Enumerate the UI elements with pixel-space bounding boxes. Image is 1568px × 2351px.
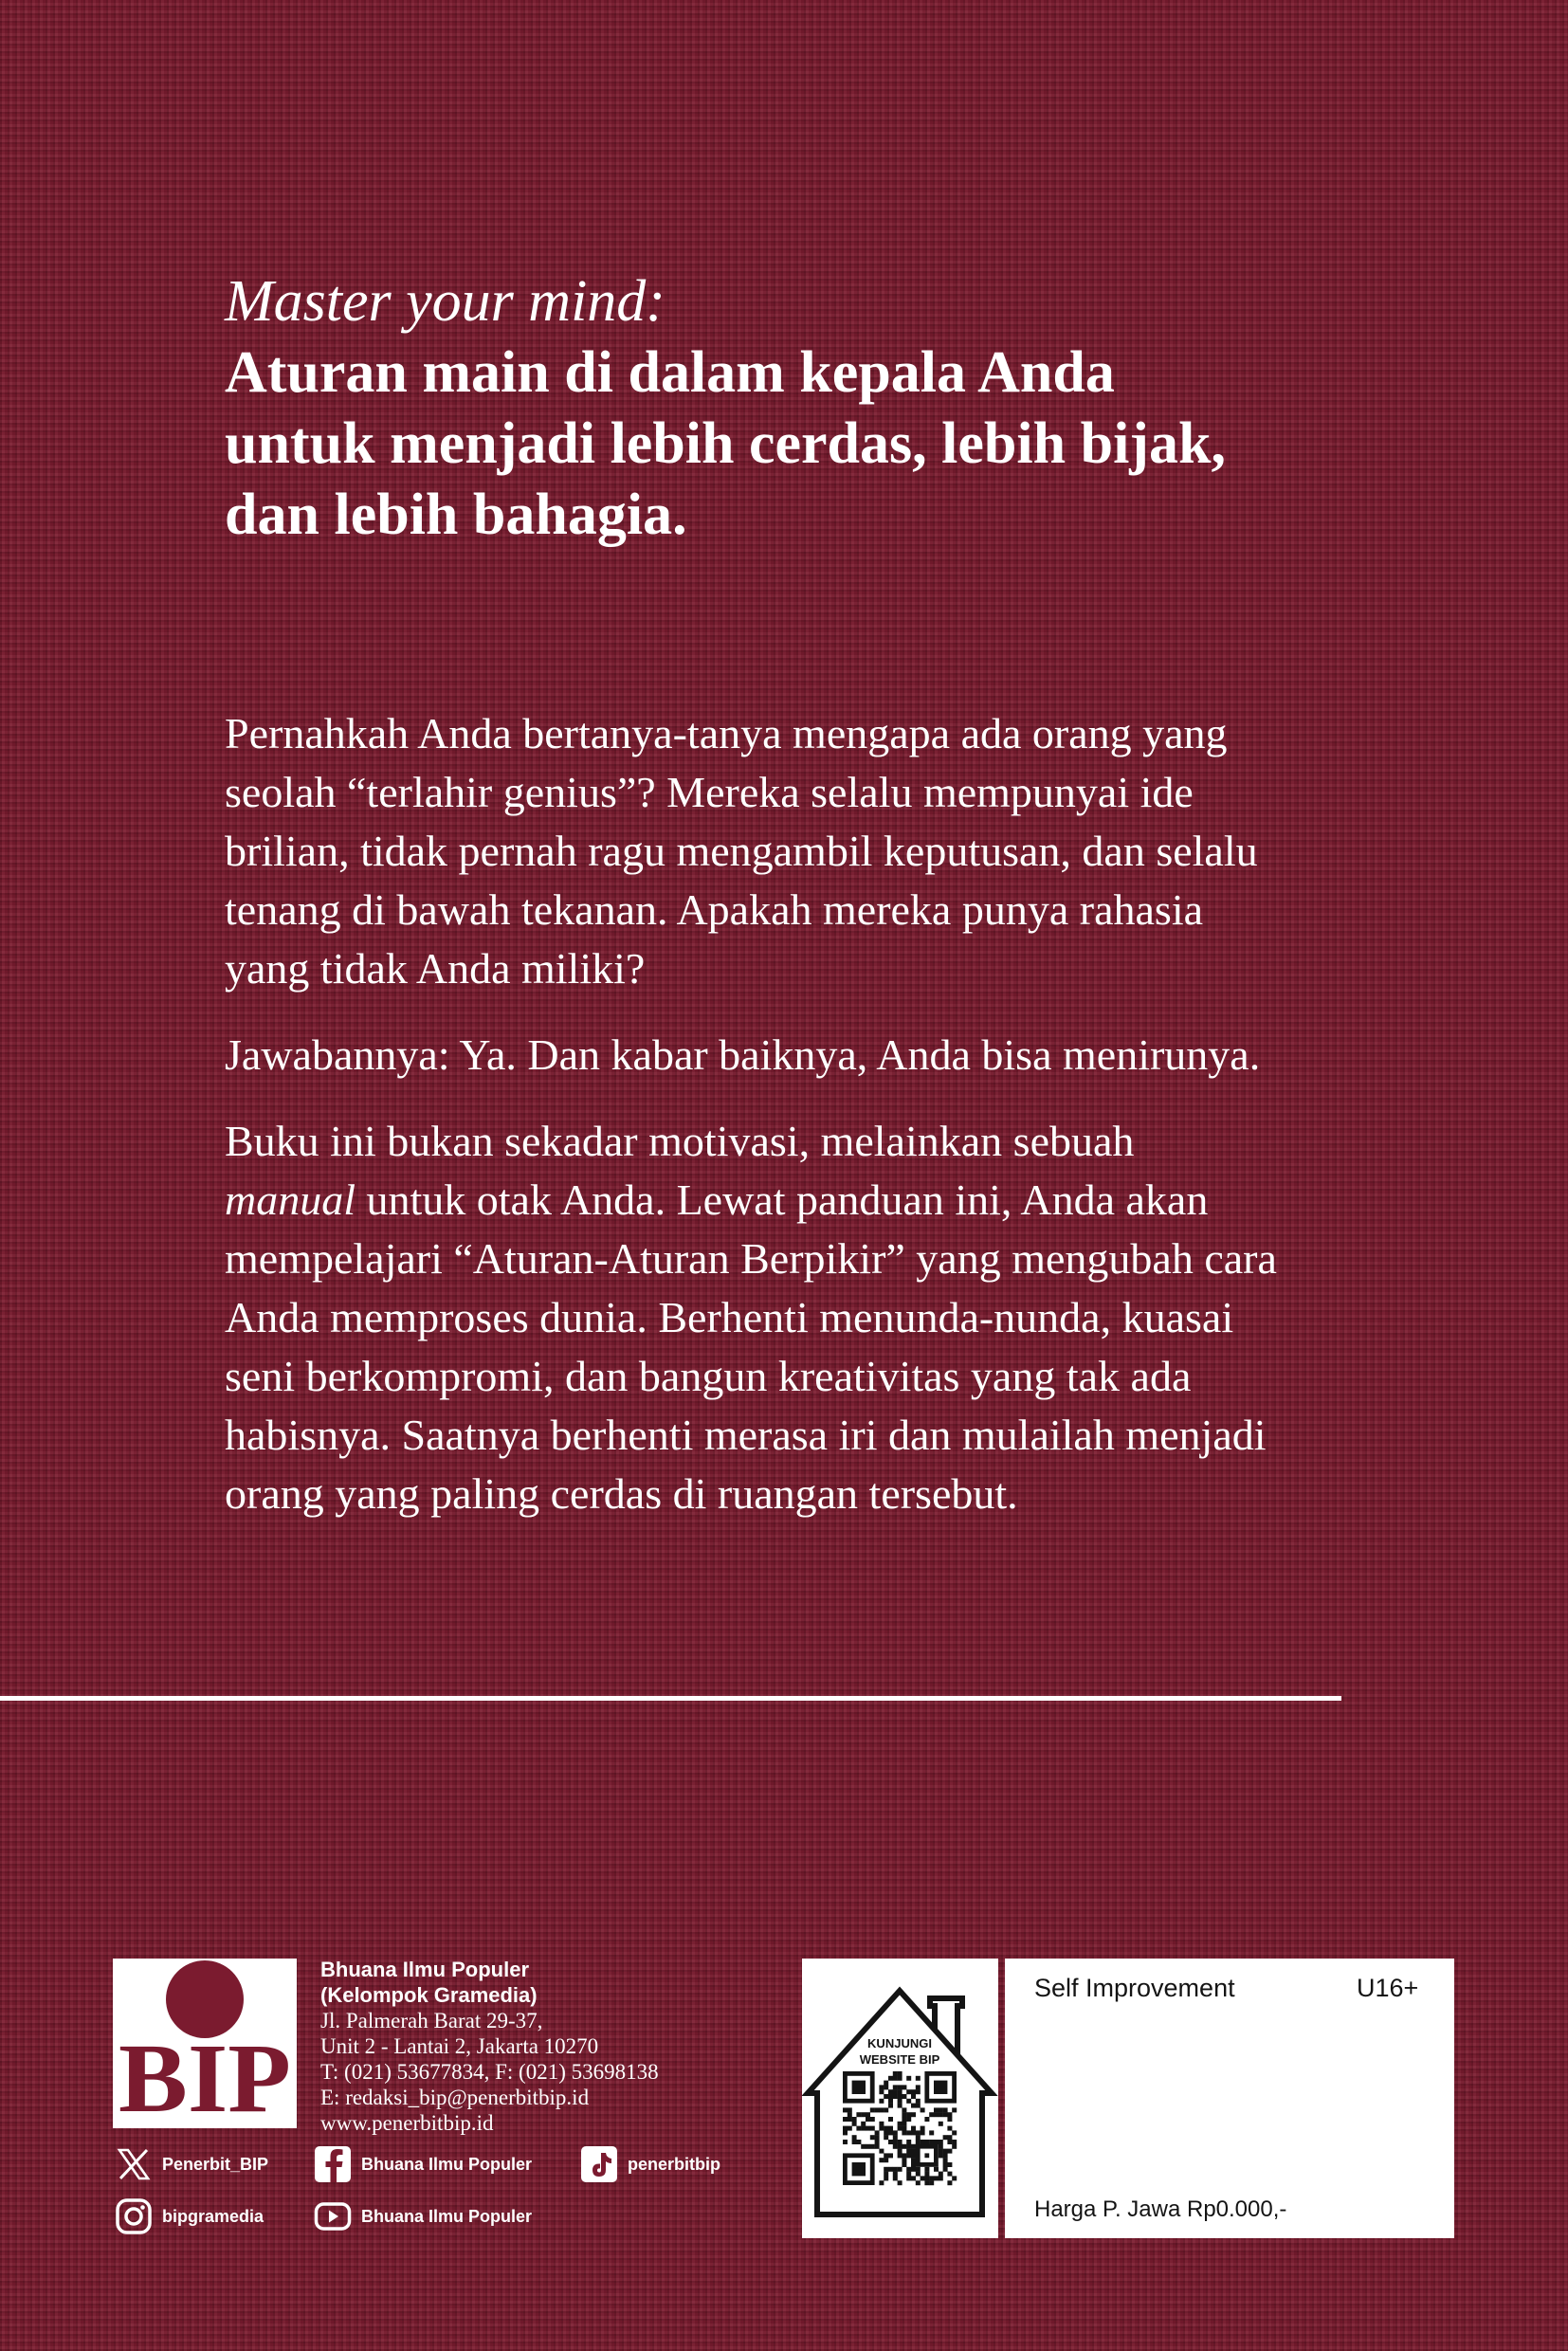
qr-module xyxy=(943,2162,948,2167)
publisher-group: (Kelompok Gramedia) xyxy=(320,1983,538,2007)
qr-module xyxy=(939,2144,943,2149)
qr-module xyxy=(911,2158,916,2162)
qr-module xyxy=(916,2104,921,2108)
qr-module xyxy=(884,2081,888,2086)
qr-module xyxy=(884,2130,888,2135)
qr-module xyxy=(888,2076,893,2081)
qr-module xyxy=(888,2099,893,2104)
qr-module xyxy=(939,2172,943,2177)
qr-module xyxy=(902,2153,906,2158)
publisher-address-line: Unit 2 - Lantai 2, Jakarta 10270 xyxy=(320,2034,599,2058)
qr-module xyxy=(884,2167,888,2172)
qr-module xyxy=(939,2149,943,2154)
qr-module xyxy=(902,2126,906,2131)
qr-module xyxy=(879,2099,884,2104)
qr-module xyxy=(934,2107,939,2112)
qr-module xyxy=(924,2180,929,2185)
qr-module xyxy=(893,2130,898,2135)
qr-module xyxy=(866,2126,870,2131)
qr-module xyxy=(947,2135,952,2140)
qr-module xyxy=(939,2176,943,2180)
social-handle: bipgramedia xyxy=(162,2206,264,2226)
social-instagram xyxy=(115,2197,264,2235)
qr-module xyxy=(888,2167,893,2172)
qr-module xyxy=(952,2140,957,2144)
qr-module xyxy=(911,2167,916,2172)
blurb-line: orang yang paling cerdas di ruangan tersebut. xyxy=(225,1469,1018,1518)
blurb-emphasis: manual xyxy=(225,1176,356,1224)
social-handle: Penerbit_BIP xyxy=(162,2154,269,2174)
qr-module xyxy=(884,2107,888,2112)
qr-module xyxy=(924,2167,929,2172)
qr-module xyxy=(856,2140,861,2144)
info-panel xyxy=(1005,1959,1454,2238)
qr-label-line: WEBSITE BIP xyxy=(859,2052,940,2067)
qr-module xyxy=(848,2126,852,2131)
qr-module xyxy=(902,2107,906,2112)
qr-label-line: KUNJUNGI xyxy=(867,2036,932,2050)
qr-module xyxy=(947,2180,952,2185)
qr-module xyxy=(911,2149,916,2154)
qr-module xyxy=(893,2094,898,2099)
blurb-line: yang tidak Anda miliki? xyxy=(225,944,646,993)
horizontal-divider xyxy=(0,1696,1341,1701)
qr-module xyxy=(848,2112,852,2117)
publisher-info xyxy=(320,1957,659,2136)
qr-module xyxy=(906,2117,911,2122)
headline-line: dan lebih bahagia. xyxy=(225,483,687,547)
qr-module xyxy=(921,2126,925,2131)
qr-module xyxy=(911,2144,916,2149)
qr-module xyxy=(916,2135,921,2140)
qr-module xyxy=(843,2107,848,2112)
qr-module xyxy=(861,2112,866,2117)
qr-module xyxy=(902,2112,906,2117)
qr-module xyxy=(924,2176,929,2180)
facebook-icon xyxy=(314,2145,352,2183)
qr-module xyxy=(888,2089,893,2094)
qr-module xyxy=(929,2112,934,2117)
qr-module xyxy=(893,2135,898,2140)
qr-module xyxy=(947,2162,952,2167)
publisher-name: Bhuana Ilmu Populer xyxy=(320,1958,530,1981)
qr-module xyxy=(870,2144,875,2149)
qr-module xyxy=(879,2122,884,2126)
qr-module xyxy=(929,2130,934,2135)
blurb-line: Anda memproses dunia. Berhenti menunda-nunda, kuasai xyxy=(225,1293,1234,1341)
qr-module xyxy=(902,2130,906,2135)
instagram-icon xyxy=(115,2197,153,2235)
qr-module xyxy=(943,2158,948,2162)
qr-module xyxy=(906,2130,911,2135)
qr-module xyxy=(916,2089,921,2094)
qr-module xyxy=(906,2140,911,2144)
blurb-line: Buku ini bukan sekadar motivasi, melainkan sebuah xyxy=(225,1117,1135,1165)
qr-module xyxy=(939,2122,943,2126)
qr-module xyxy=(916,2130,921,2135)
qr-module xyxy=(893,2144,898,2149)
qr-module xyxy=(852,2117,857,2122)
qr-module xyxy=(939,2112,943,2117)
qr-module xyxy=(888,2094,893,2099)
qr-module xyxy=(906,2172,911,2177)
qr-module xyxy=(952,2176,957,2180)
qr-module xyxy=(952,2107,957,2112)
qr-module xyxy=(884,2135,888,2140)
qr-module xyxy=(843,2117,848,2122)
qr-module xyxy=(843,2126,848,2131)
qr-module xyxy=(929,2180,934,2185)
qr-module xyxy=(898,2104,903,2108)
qr-module xyxy=(893,2071,898,2076)
qr-module xyxy=(906,2167,911,2172)
qr-module xyxy=(866,2117,870,2122)
qr-module xyxy=(916,2172,921,2177)
qr-module xyxy=(943,2112,948,2117)
qr-module xyxy=(888,2117,893,2122)
qr-module xyxy=(870,2126,875,2131)
qr-module xyxy=(856,2126,861,2131)
qr-module xyxy=(879,2085,884,2089)
blurb-paragraph xyxy=(225,704,1277,998)
qr-module xyxy=(898,2167,903,2172)
qr-module xyxy=(898,2076,903,2081)
qr-module xyxy=(898,2094,903,2099)
qr-module xyxy=(906,2076,911,2081)
qr-module xyxy=(924,2153,929,2158)
qr-module xyxy=(921,2176,925,2180)
qr-module xyxy=(924,2172,929,2177)
qr-module xyxy=(906,2099,911,2104)
qr-module xyxy=(902,2094,906,2099)
qr-module xyxy=(852,2162,866,2176)
house-qr-icon xyxy=(802,1959,998,2238)
qr-module xyxy=(893,2172,898,2177)
headline-tagline: Master your mind: xyxy=(225,269,665,334)
qr-module xyxy=(934,2140,939,2144)
qr-module xyxy=(921,2140,925,2144)
qr-module xyxy=(898,2144,903,2149)
blurb-line: seni berkompromi, dan bangun kreativitas yang tak ada xyxy=(225,1352,1192,1400)
qr-module xyxy=(893,2140,898,2144)
qr-module xyxy=(870,2135,875,2140)
qr-module xyxy=(898,2180,903,2185)
headline-line: Aturan main di dalam kepala Anda xyxy=(225,340,1115,405)
bip-logo xyxy=(113,1959,297,2128)
tiktok-icon xyxy=(580,2145,618,2183)
qr-module xyxy=(921,2107,925,2112)
qr-module xyxy=(911,2130,916,2135)
qr-module xyxy=(861,2144,866,2149)
qr-module xyxy=(902,2117,906,2122)
blurb-paragraph xyxy=(225,1026,1277,1084)
qr-module xyxy=(934,2167,939,2172)
qr-module xyxy=(893,2085,898,2089)
qr-module xyxy=(906,2089,911,2094)
qr-module xyxy=(943,2167,948,2172)
qr-module xyxy=(898,2126,903,2131)
qr-module xyxy=(939,2140,943,2144)
qr-module xyxy=(906,2176,911,2180)
qr-module xyxy=(870,2107,875,2112)
blurb-line: seolah “terlahir genius”? Mereka selalu mempunyai ide xyxy=(225,768,1194,816)
qr-module xyxy=(947,2112,952,2117)
blurb-line: Jawabannya: Ya. Dan kabar baiknya, Anda bisa menirunya. xyxy=(225,1030,1261,1079)
qr-module xyxy=(898,2085,903,2089)
qr-module xyxy=(843,2130,848,2135)
blurb-line-text: untuk otak Anda. Lewat panduan ini, Anda akan xyxy=(356,1176,1209,1224)
qr-module xyxy=(852,2135,857,2140)
qr-module xyxy=(902,2085,906,2089)
qr-module xyxy=(898,2122,903,2126)
qr-module xyxy=(906,2153,911,2158)
qr-module xyxy=(875,2130,880,2135)
qr-module xyxy=(893,2076,898,2081)
qr-module xyxy=(952,2144,957,2149)
social-youtube xyxy=(314,2197,532,2235)
qr-module xyxy=(902,2122,906,2126)
qr-module xyxy=(911,2094,916,2099)
qr-module xyxy=(898,2149,903,2154)
qr-module xyxy=(888,2126,893,2131)
qr-module xyxy=(879,2158,884,2162)
qr-module xyxy=(934,2081,947,2094)
qr-module xyxy=(902,2158,906,2162)
qr-module xyxy=(947,2172,952,2177)
qr-module xyxy=(898,2089,903,2094)
qr-module xyxy=(875,2107,880,2112)
qr-module xyxy=(898,2153,903,2158)
qr-module xyxy=(906,2112,911,2117)
qr-module xyxy=(861,2122,866,2126)
qr-module xyxy=(888,2104,893,2108)
qr-module xyxy=(911,2162,916,2167)
qr-module xyxy=(879,2180,884,2185)
social-handle: Bhuana Ilmu Populer xyxy=(361,2206,533,2226)
qr-module xyxy=(947,2149,952,2154)
price-label: Harga P. Jawa Rp0.000,- xyxy=(1034,2196,1287,2222)
social-handle: Bhuana Ilmu Populer xyxy=(361,2154,533,2174)
qr-module xyxy=(879,2149,884,2154)
qr-module xyxy=(943,2135,948,2140)
social-tiktok xyxy=(580,2145,720,2183)
blurb-line xyxy=(225,1171,1277,1230)
qr-module xyxy=(884,2176,888,2180)
qr-module xyxy=(911,2112,916,2117)
qr-module xyxy=(911,2126,916,2131)
qr-module xyxy=(893,2167,898,2172)
blurb xyxy=(225,704,1277,1551)
qr-panel xyxy=(802,1959,998,2238)
qr-module xyxy=(848,2117,852,2122)
qr-module xyxy=(916,2180,921,2185)
qr-module xyxy=(916,2099,921,2104)
qr-module xyxy=(893,2089,898,2094)
qr-module xyxy=(888,2153,893,2158)
qr-module xyxy=(952,2130,957,2135)
qr-module xyxy=(934,2176,939,2180)
qr-module xyxy=(866,2144,870,2149)
blurb-paragraph xyxy=(225,1112,1277,1523)
category-label: Self Improvement xyxy=(1034,1974,1235,2002)
social-facebook xyxy=(314,2145,532,2183)
age-rating: U16+ xyxy=(1357,1974,1419,2002)
qr-module xyxy=(939,2107,943,2112)
qr-module xyxy=(947,2126,952,2131)
qr-module xyxy=(939,2153,943,2158)
blurb-line: Pernahkah Anda bertanya-tanya mengapa ada orang yang xyxy=(225,709,1228,757)
blurb-line: brilian, tidak pernah ragu mengambil keputusan, dan selalu xyxy=(225,827,1258,875)
blurb-line: habisnya. Saatnya berhenti merasa iri dan mulailah menjadi xyxy=(225,1411,1267,1459)
social-handle: penerbitbip xyxy=(628,2154,720,2174)
qr-module xyxy=(843,2140,848,2144)
qr-module xyxy=(943,2153,948,2158)
qr-module xyxy=(884,2085,888,2089)
qr-module xyxy=(916,2140,921,2144)
qr-module xyxy=(924,2117,929,2122)
qr-module xyxy=(898,2099,903,2104)
qr-module xyxy=(875,2144,880,2149)
qr-module xyxy=(879,2107,884,2112)
qr-module xyxy=(947,2140,952,2144)
qr-module xyxy=(943,2149,948,2154)
qr-module xyxy=(893,2176,898,2180)
qr-module xyxy=(906,2144,911,2149)
qr-module xyxy=(852,2122,857,2126)
qr-module xyxy=(888,2140,893,2144)
qr-module xyxy=(921,2130,925,2135)
qr-module xyxy=(906,2149,911,2154)
blurb-line: mempelajari “Aturan-Aturan Berpikir” yang mengubah cara xyxy=(225,1234,1277,1283)
qr-module xyxy=(848,2107,852,2112)
social-x xyxy=(115,2145,268,2183)
qr-module xyxy=(943,2107,948,2112)
qr-module xyxy=(911,2104,916,2108)
publisher-address-line: Jl. Palmerah Barat 29-37, xyxy=(320,2009,543,2032)
qr-code xyxy=(843,2071,957,2185)
qr-module xyxy=(852,2081,866,2094)
qr-module xyxy=(934,2112,939,2117)
qr-module xyxy=(866,2112,870,2117)
headline-line: untuk menjadi lebih cerdas, lebih bijak, xyxy=(225,411,1226,476)
x-icon xyxy=(115,2145,153,2183)
qr-module xyxy=(884,2158,888,2162)
qr-module xyxy=(929,2176,934,2180)
qr-module xyxy=(888,2130,893,2135)
qr-module xyxy=(902,2162,906,2167)
qr-module xyxy=(856,2112,861,2117)
qr-module xyxy=(947,2117,952,2122)
qr-module xyxy=(902,2144,906,2149)
qr-module xyxy=(911,2089,916,2094)
qr-module xyxy=(916,2076,921,2081)
qr-module xyxy=(879,2126,884,2131)
publisher-phone-fax: T: (021) 53677834, F: (021) 53698138 xyxy=(320,2060,659,2084)
qr-module xyxy=(916,2167,921,2172)
qr-module xyxy=(875,2135,880,2140)
logo-text: BIP xyxy=(119,2024,291,2128)
qr-module xyxy=(898,2140,903,2144)
qr-module xyxy=(875,2140,880,2144)
qr-module xyxy=(916,2085,921,2089)
blurb-line: tenang di bawah tekanan. Apakah mereka punya rahasia xyxy=(225,885,1204,934)
youtube-icon xyxy=(314,2197,352,2235)
qr-module xyxy=(924,2140,929,2144)
qr-module xyxy=(879,2089,884,2094)
qr-module xyxy=(898,2071,903,2076)
qr-module xyxy=(884,2126,888,2131)
qr-module xyxy=(861,2126,866,2131)
qr-module xyxy=(870,2117,875,2122)
qr-module xyxy=(911,2153,916,2158)
qr-module xyxy=(852,2140,857,2144)
qr-module xyxy=(884,2094,888,2099)
qr-module xyxy=(911,2176,916,2180)
qr-module xyxy=(929,2140,934,2144)
publisher-website: www.penerbitbip.id xyxy=(320,2111,494,2135)
qr-module xyxy=(884,2172,888,2177)
qr-module xyxy=(884,2153,888,2158)
headline xyxy=(225,266,1226,551)
publisher-email: E: redaksi_bip@penerbitbip.id xyxy=(320,2086,590,2109)
